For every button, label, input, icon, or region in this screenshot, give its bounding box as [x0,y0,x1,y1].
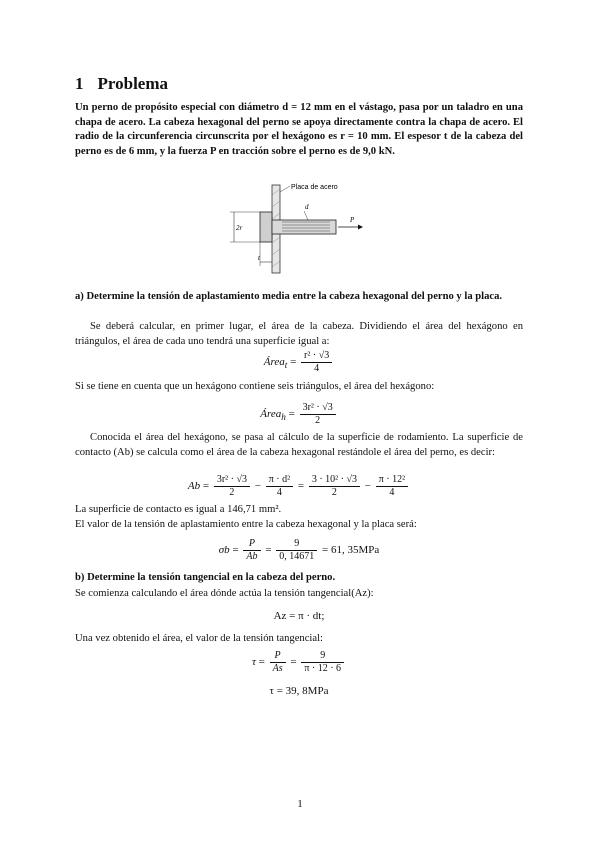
part-a-para-3: Conocida el área del hexágono, se pasa al cálculo de la superficie de rodamiento. La superficie de contacto (Ab) se calcula como el área de la cabeza hexagonal restándole el área del perno, es decir: [75,432,523,458]
equation-contact-area: Ab = $\frac{\text{3r² · √3}}{2}$ − $\frac{\text{π · d²}}{4}$ = $\frac{\text{3 · 10² · √3}}{2}$ − $\frac{\text{π · 12²}}{4}$ [75,474,523,499]
part-a-para-4: La superficie de contacto es igual a 146,71 mm². [75,504,282,515]
part-b-para-2: Una vez obtenido el área, el valor de la tensión tangencial: [75,633,323,644]
part-a-para-5: El valor de la tensión de aplastamiento entre la cabeza hexagonal y la placa será: [75,519,417,530]
problem-statement: Un perno de propósito especial con diámetro d = 12 mm en el vástago, pasa por un taladro en una chapa de acero. La cabeza hexagonal del perno se apoya directamente contra la chapa de acero. El radio de la circunferencia circunscrita por el hexágono es r = 10 mm. El espesor t de la cabeza del perno es de 6 mm, y la fuerza P en tracción sobre el perno es de 9,0 kN. [75,102,523,157]
part-b-heading: b) Determine la tensión tangencial en la cabeza del perno. [75,572,336,583]
label-t: t [258,254,260,262]
label-2r: 2r [236,224,243,232]
equation-shear-result: τ = 39, 8MPa [269,685,329,697]
section-title-text: Problema [97,74,169,93]
page-number: 1 [297,798,303,810]
part-a-heading: a) Determine la tensión de aplastamiento media entre la cabeza hexagonal del perno y la placa. [75,291,503,302]
label-d: d [305,203,309,211]
section-heading [75,74,168,94]
equation-area-hexagon: Área$_h$ = $\frac{\text{3r² · √3}}{2}$ [75,402,523,427]
force-arrowhead [358,225,363,230]
section-number: 1 [75,74,84,93]
label-p: P [350,216,355,224]
label-plate: Placa de acero [291,184,338,191]
bolt-figure [226,180,366,275]
bolt-head [260,212,272,242]
equation-shear-stress: τ = $\frac{P}{As}$ = $\frac{9}{\pi \cdot 12 \cdot 6}$ [75,650,523,675]
part-a-para-1: Se deberá calcular, en primer lugar, el área de la cabeza. Dividiendo el área del hexágono en triángulos, el área de cada uno tendrá una superficie igual a: [75,321,523,347]
equation-area-triangle: Área$_t$ = $\frac{\text{r² · √3}}{4}$ [75,350,523,375]
part-b-para-1: Se comienza calculando el área dónde actúa la tensión tangencial(Az): [75,588,374,599]
part-a-para-2: Si se tiene en cuenta que un hexágono contiene seis triángulos, el área del hexágono: [75,381,435,392]
equation-bearing-stress: σb = $\frac{P}{Ab}$ = $\frac{9}{0, 14671}$ = 61, 35MPa [218,538,380,562]
equation-shear-area: Az = π · dt; [273,610,325,622]
